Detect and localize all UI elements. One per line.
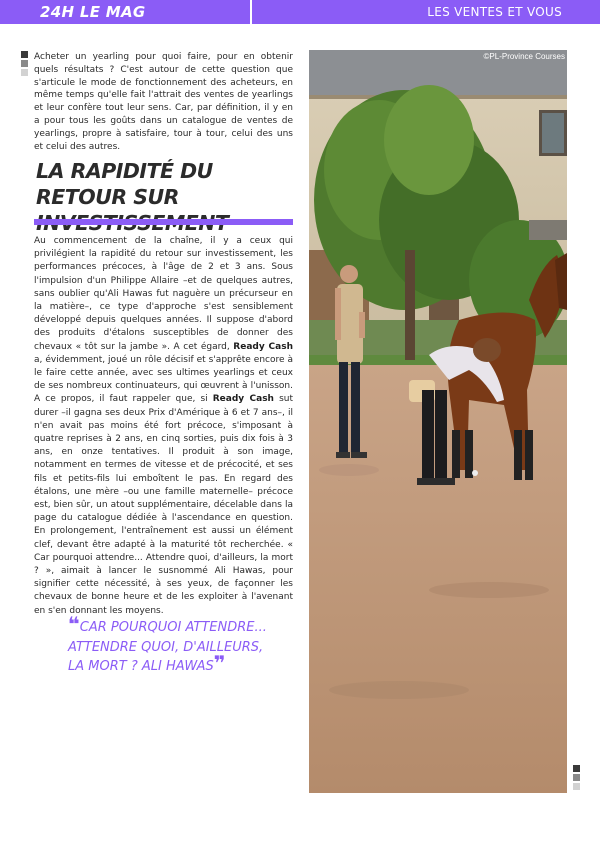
square-mid <box>573 774 580 781</box>
section-heading: LA RAPIDITÉ DU RETOUR SUR <box>36 159 213 209</box>
photo-illustration <box>309 50 567 793</box>
close-quote-icon: ❞ <box>213 651 226 675</box>
header-bar <box>0 0 600 24</box>
intro-paragraph: Acheter un yearling pour quoi faire, pour en obtenir quels résultats ? C'est autour de cette question que s'articule le mode de fonctionnement des acheteurs, en même temps qu'elle fait l'attrait des ventes de yearlings et leur confère tout leur sens. Car, par définition, il y en a pour tous les goûts dans un catalogue de ventes de yearlings, propre à satisfaire, tour à tour, celui des uns et celui des autres. <box>34 52 293 152</box>
pull-quote <box>68 612 268 677</box>
square-dark <box>21 51 28 58</box>
section-title: LES VENTES ET VOUS <box>252 0 600 24</box>
body-text-1: Au commencement de la chaîne, il y a ceux qui privilégient la rapidité du retour sur investissement, les performances précoces, à l'âge de 2 et 3 ans. Sous l'impulsion d'un Philippe Allaire –et de quelques autres, sans oublier qu'Ali Hawas fut naguère un précurseur en la matière–, ce type d'approche s'est sensiblement développé depuis quelques années. Il suppose d'abord des produits d'étalons susceptibles de donner des chevaux « tôt sur la jambe ». A cet égard, <box>34 236 293 352</box>
magazine-title: 24H LE MAG <box>0 0 250 24</box>
square-mid <box>21 60 28 67</box>
heading-underline <box>34 219 293 225</box>
horse-name-1: Ready Cash <box>233 341 293 352</box>
square-light <box>573 783 580 790</box>
decorative-squares-top <box>21 51 28 78</box>
horse-name-2: Ready Cash <box>212 394 274 405</box>
body-text-2: a, évidemment, joué un rôle décisif et s'apprête encore à le faire cette année, avec ses ultimes yearlings et ceux de ses nombreux continuateurs, qui œuvrent à l'unisson. A ce propos, il faut rappeler que, si <box>34 354 293 405</box>
pull-quote-text: CAR POURQUOI ATTENDRE... ATTENDRE QUOI, D'AILLEURS, LA MORT ? ALI HAWAS <box>68 620 267 674</box>
square-dark <box>573 765 580 772</box>
decorative-squares-bottom <box>573 765 580 792</box>
body-paragraph <box>34 235 293 618</box>
horse-inspection-photo <box>309 50 567 793</box>
square-light <box>21 69 28 76</box>
photo-credit: ©PL-Province Courses <box>483 52 565 61</box>
body-text-3: sut durer –il gagna ses deux Prix d'Amérique à 6 et 7 ans–, il n'en avait pas moins été fort précoce, s'imposant à quatre reprises à 2 ans, en cinq sorties, puis dix fois à 3 ans, en onze tentatives. Il produit à son image, notamment en termes de vitesse et de précocité, et ses fils et petits-fils lui emboîtent le pas. En regard des étalons, une mère –ou une famille maternelle– précoce est, bien sûr, un atout supplémentaire, décelable dans la page du catalogue dédiée à l'ascendance en question. En prolongement, l'entraînement est aussi un élément clef, devant être adapté à la maturité tôt recherchée. « Car pourquoi attendre... Attendre quoi, d'ailleurs, la mort ? », aimait à lancer le susnommé Ali Hawas, pour signifier cette nécessité, à ses yeux, de façonner les chevaux de bonne heure et de les exploiter à l'avenant en s'en donnant les moyens. <box>34 394 293 616</box>
open-quote-icon: ❝ <box>68 612 80 636</box>
